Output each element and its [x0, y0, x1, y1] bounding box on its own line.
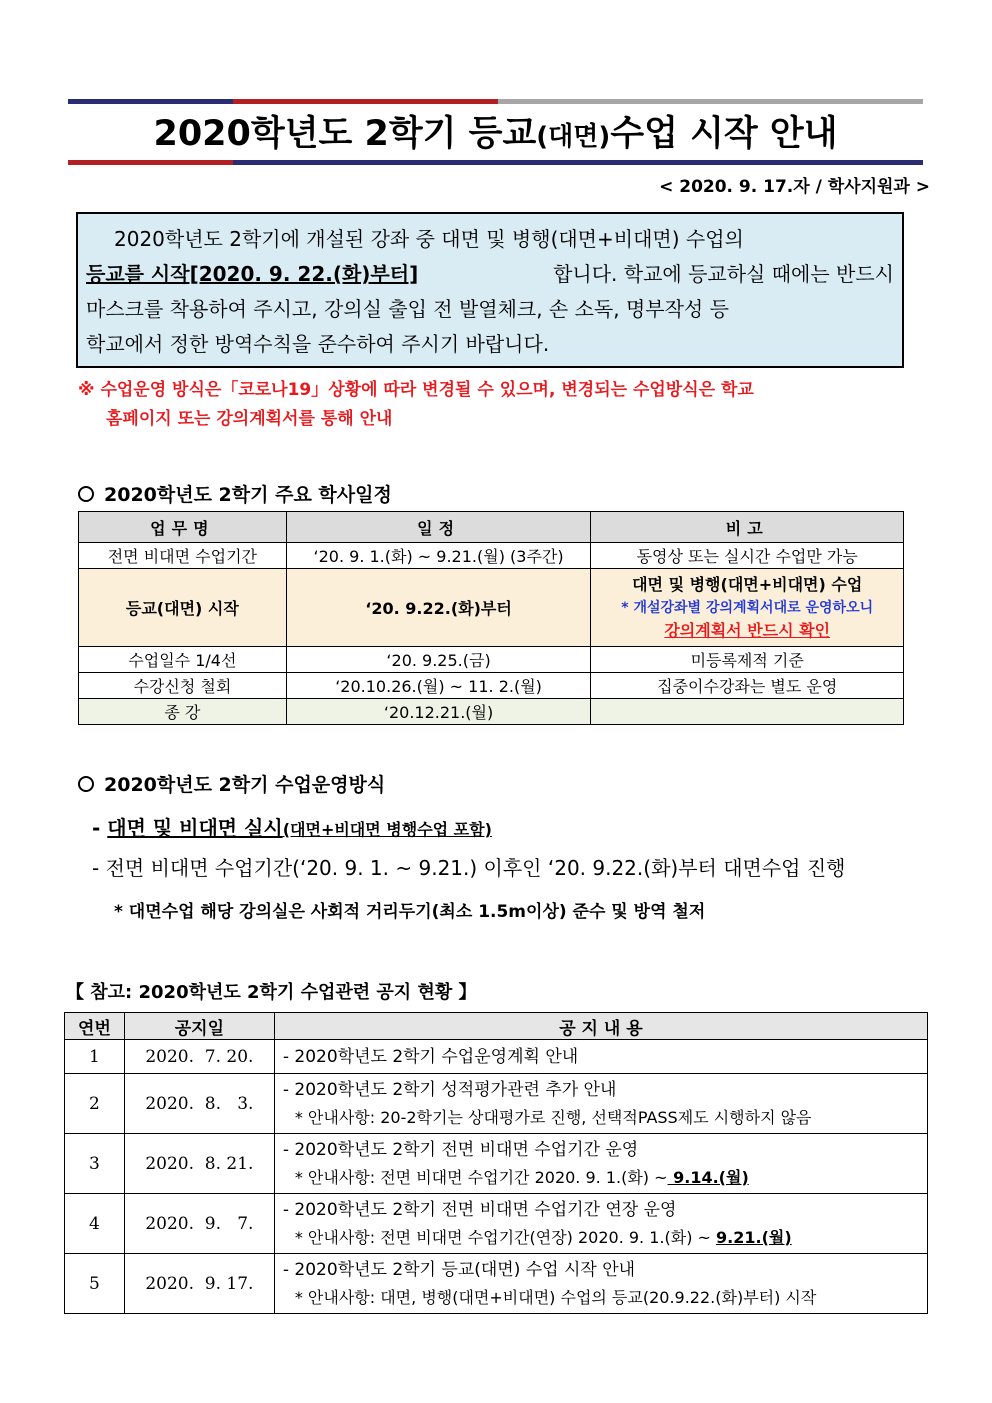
table-row: 전면 비대면 수업기간 ‘20. 9. 1.(화) ~ 9.21.(월) (3주간) 동영상 또는 실시간 수업만 가능	[79, 543, 904, 569]
table-row: 3 2020. 8. 21. - 2020학년도 2학기 전면 비대면 수업기간 운영 * 안내사항: 전면 비대면 수업기간 2020. 9. 1.(화) ~ 9.14.(월)	[65, 1134, 928, 1194]
page-title	[68, 108, 923, 160]
caution-line-2: 홈페이지 또는 강의계획서를 통해 안내	[106, 409, 393, 429]
notice-start-date: 등교를 시작[2020. 9. 22.(화)부터]	[86, 262, 419, 286]
caution-note	[78, 376, 908, 434]
title-main: 2020학년도 2학기 등교	[153, 114, 537, 154]
title-top-bar-red	[233, 99, 498, 104]
date-department: < 2020. 9. 17.자 / 학사지원과 >	[659, 177, 930, 197]
title-rest: 수업 시작 안내	[610, 114, 838, 154]
table-row: 5 2020. 9. 17. - 2020학년도 2학기 등교(대면) 수업 시작 안내 * 안내사항: 대면, 병행(대면+비대면) 수업의 등교(20.9.22.(화)부터) 시작	[65, 1254, 928, 1314]
circle-bullet-icon	[78, 776, 94, 792]
caution-line-1: ※ 수업운영 방식은「코로나19」상황에 따라 변경될 수 있으며, 변경되는 수업방식은 학교	[78, 380, 754, 400]
title-paren: (대면)	[536, 122, 611, 152]
notice-box	[76, 212, 904, 368]
title-bottom-bar-navy	[233, 160, 923, 165]
title-top-bar-gray	[498, 99, 923, 104]
operation-item-2: - 전면 비대면 수업기간(‘20. 9. 1. ~ 9.21.) 이후인 ‘20. 9.22.(화)부터 대면수업 진행	[92, 856, 846, 880]
table-row: 4 2020. 9. 7. - 2020학년도 2학기 전면 비대면 수업기간 연장 운영 * 안내사항: 전면 비대면 수업기간(연장) 2020. 9. 1.(화) ~ 9.21.(월)	[65, 1194, 928, 1254]
circle-bullet-icon	[78, 486, 94, 502]
schedule-table	[78, 511, 904, 725]
col-task: 업무명	[79, 512, 287, 543]
schedule-heading: 2020학년도 2학기 주요 학사일정	[78, 480, 392, 507]
title-bottom-bar-red	[68, 160, 233, 165]
col-notice-date: 공지일	[124, 1013, 274, 1040]
table-row-highlight: 등교(대면) 시작 ‘20. 9.22.(화)부터 대면 및 병행(대면+비대면) 수업 * 개설강좌별 강의계획서대로 운영하오니 강의계획서 반드시 확인	[79, 569, 904, 647]
operation-item-3: * 대면수업 해당 강의실은 사회적 거리두기(최소 1.5m이상) 준수 및 방역 철저	[114, 902, 706, 922]
operation-heading: 2020학년도 2학기 수업운영방식	[78, 770, 385, 797]
notice-line-2: 등교를 시작[2020. 9. 22.(화)부터] 합니다. 학교에 등교하실 때에는 반드시	[86, 257, 894, 292]
col-date: 일정	[286, 512, 591, 543]
notice-line-1: 2020학년도 2학기에 개설된 강좌 중 대면 및 병행(대면+비대면) 수업의	[114, 227, 744, 251]
schedule-header-row	[79, 512, 904, 543]
col-number: 연번	[65, 1013, 125, 1040]
table-row: 2 2020. 8. 3. - 2020학년도 2학기 성적평가관련 추가 안내 * 안내사항: 20-2학기는 상대평가로 진행, 선택적PASS제도 시행하지 않음	[65, 1074, 928, 1134]
col-note: 비고	[591, 512, 904, 543]
table-row: 종 강 ‘20.12.21.(월)	[79, 699, 904, 725]
table-row: 수강신청 철회 ‘20.10.26.(월) ~ 11. 2.(월) 집중이수강좌는 별도 운영	[79, 673, 904, 699]
operation-item-1: - 대면 및 비대면 실시(대면+비대면 병행수업 포함)	[92, 816, 492, 840]
notice-line-4: 학교에서 정한 방역수칙을 준수하여 주시기 바랍니다.	[86, 332, 550, 356]
table-row: 1 2020. 7. 20. - 2020학년도 2학기 수업운영계획 안내	[65, 1040, 928, 1074]
table-row: 수업일수 1/4선 ‘20. 9.25.(금) 미등록제적 기준	[79, 647, 904, 673]
notice-line-3: 마스크를 착용하여 주시고, 강의실 출입 전 발열체크, 손 소독, 명부작성 등	[86, 297, 729, 321]
title-top-bar-navy	[68, 99, 233, 104]
reference-heading: 【 참고: 2020학년도 2학기 수업관련 공지 현황 】	[66, 982, 477, 1003]
notice-header-row	[65, 1013, 928, 1040]
notice-history-table	[64, 1012, 928, 1314]
col-notice-content: 공 지 내 용	[274, 1013, 927, 1040]
